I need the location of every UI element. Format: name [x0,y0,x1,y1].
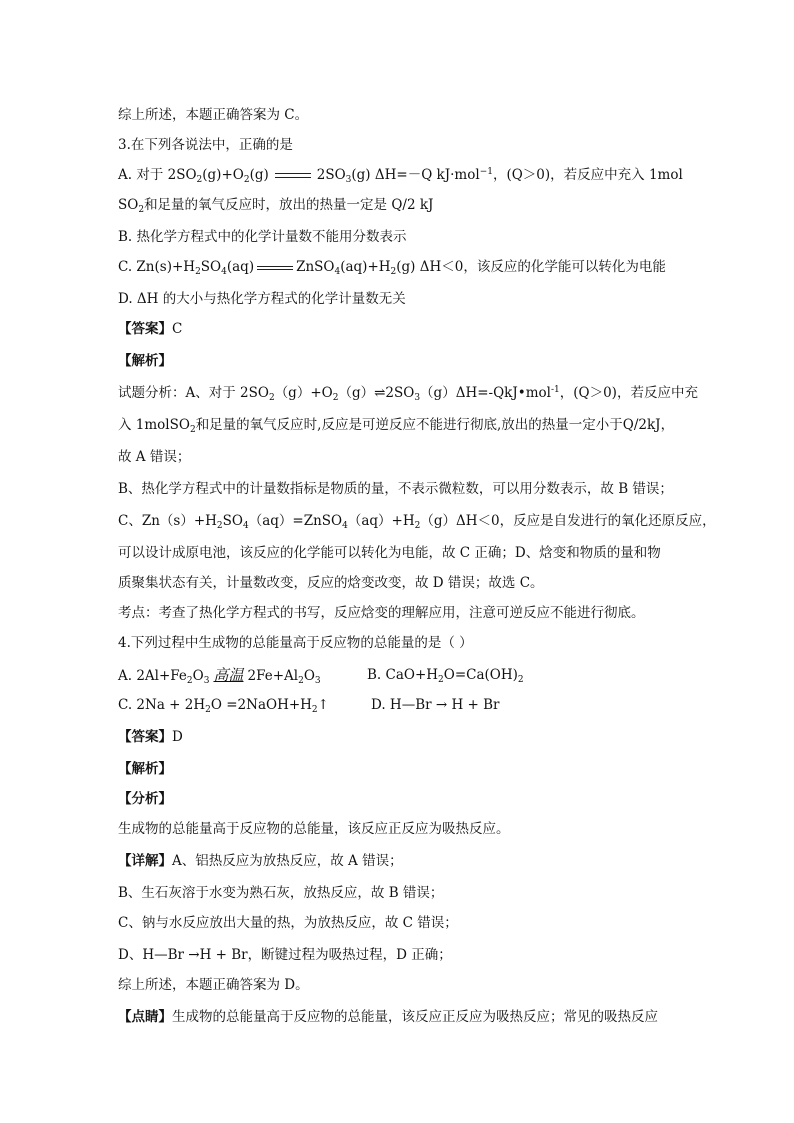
explanation-3-line-8: 考点：考查了热化学方程式的书写，反应焓变的理解应用，注意可逆反应不能进行彻底。 [118,605,645,621]
explanation-3-line-1: 试题分析：A、对于 $2SO_2(g)+O_2(g)\rightleftharpoons 2SO_3(g)\Delta H=-QkJ•mol^{-1}$，(Q＞0)，若反应中充 [118,385,698,403]
reversible-arrow-icon [273,171,313,181]
question-4-option-a: A. $2Al+Fe_2O_3$ 高温 $2Fe+Al_2O_3$ [118,666,321,686]
answer-4: 【答案】D [118,729,183,745]
tip-4: 【点睛】生成物的总能量高于反应物的总能量，该反应正反应为吸热反应；常见的吸热反应 [118,1009,658,1025]
explanation-3-line-2: 入 1molSO$_2$和足量的氧气反应时,反应是可逆反应不能进行彻底,放出的热量一定小于Q/2kJ， [118,417,675,435]
answer-3: 【答案】C [118,321,183,337]
question-4-option-c: C. $2Na + 2H_2O$ $=2NaOH+H_2↑$ [118,697,329,715]
question-4-option-b: B. $CaO+H_2O=Ca(OH)_2$ [367,667,524,685]
explanation-3-line-7: 质聚集状态有关，计量数改变，反应的焓变改变，故 D 错误；故选 C。 [118,575,544,591]
question-4-title: 4.下列过程中生成物的总能量高于反应物的总能量的是（ ） [118,635,473,651]
detail-4-d: D、H—Br →H + Br，断键过程为吸热过程，D 正确； [118,947,452,963]
question-3-option-a-cont: $SO_2$和足量的氧气反应时，放出的热量一定是 Q/2 kJ [118,197,434,215]
summary-line: 综上所述，本题正确答案为 C。 [118,107,309,123]
fenxi-4-label: 【分析】 [118,791,172,807]
explanation-3-line-5: C、$Zn(s)+H_2SO_4(aq)=ZnSO_4(aq)+H_2(g)\Delta H<0$，反应是自发进行的氧化还原反应， [118,513,716,531]
detail-4-b: B、生石灰溶于水变为熟石灰，放热反应，故 B 错误； [118,885,444,901]
detail-4-a: 【详解】A、铝热反应为放热反应，故 A 错误； [118,853,403,869]
question-3-option-d: D. ΔH 的大小与热化学方程式的化学计量数无关 [118,291,406,307]
detail-4-summary: 综上所述，本题正确答案为 D。 [118,977,309,993]
detail-4-c: C、钠与水反应放出大量的热，为放热反应，故 C 错误； [118,915,458,931]
analysis-4-label: 【解析】 [118,761,172,777]
analysis-3-label: 【解析】 [118,353,172,369]
fenxi-4-text: 生成物的总能量高于反应物的总能量，该反应正反应为吸热反应。 [118,821,510,837]
question-3-option-b: B. 热化学方程式中的化学计量数不能用分数表示 [118,229,407,245]
question-3-option-a: A. 对于 $2SO_2(g)+O_2(g)$ $2SO_3(g)$ ΔH=－Q kJ·mol$^{-1}$，(Q＞0)，若反应中充入 1mol [118,167,683,185]
question-3-title: 3.在下列各说法中，正确的是 [118,137,293,153]
explanation-3-line-6: 可以设计成原电池，该反应的化学能可以转化为电能，故 C 正确；D、焓变和物质的量和物 [118,545,661,561]
explanation-3-line-4: B、热化学方程式中的计量数指标是物质的量，不表示微粒数，可以用分数表示，故 B 错误； [118,481,673,497]
equals-sign-icon [257,266,293,270]
question-3-option-c: C. $Zn(s)+H_2SO_4(aq)$ $ZnSO_4(aq)+H_2(g)$ ΔH＜0，该反应的化学能可以转化为电能 [118,259,666,277]
question-4-option-d: D. H—Br → H + Br [371,697,500,713]
explanation-3-line-3: 故 A 错误； [118,449,191,465]
